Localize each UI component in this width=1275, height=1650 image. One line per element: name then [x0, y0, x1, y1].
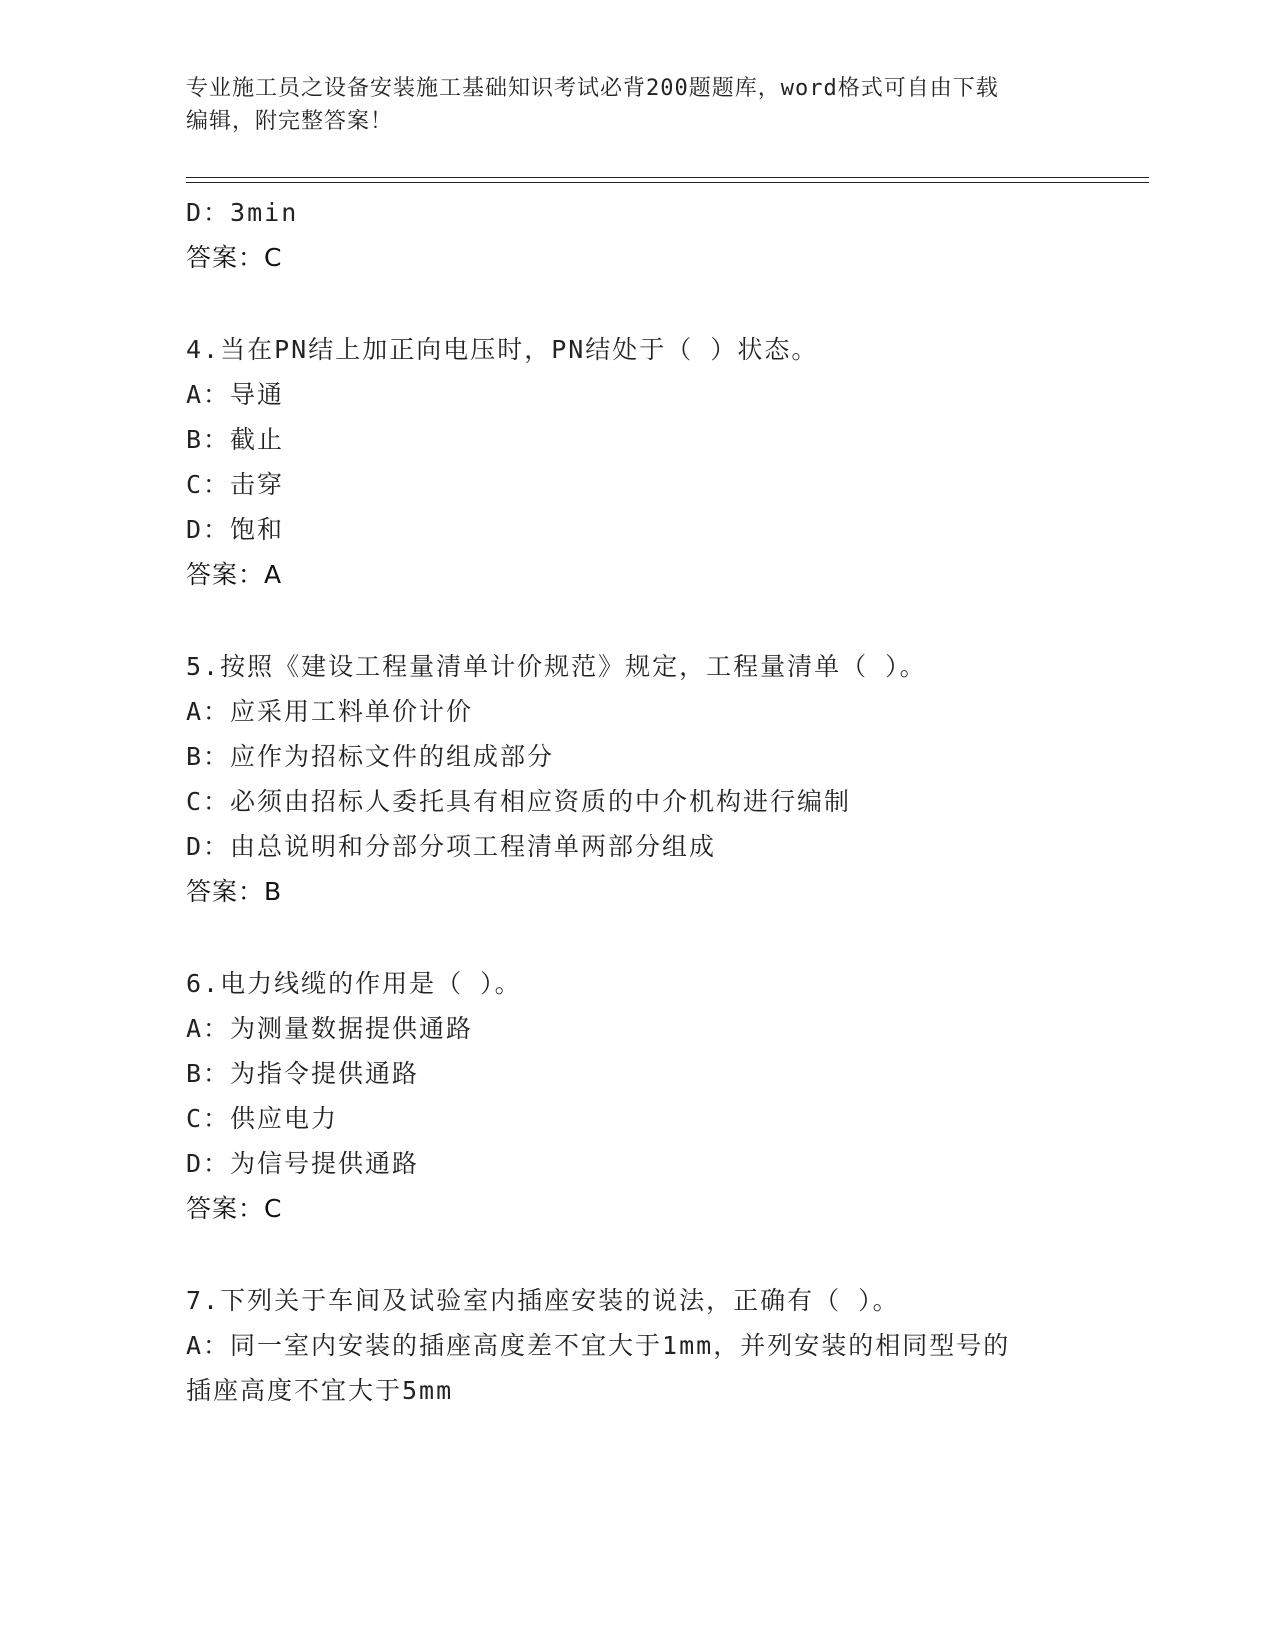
question-text: 5.按照《建设工程量清单计价规范》规定，工程量清单（ ）。: [186, 652, 927, 681]
option-a: A：导通: [186, 380, 285, 409]
document-header: [186, 72, 1066, 138]
question-text: 7.下列关于车间及试验室内插座安装的说法，正确有（ ）。: [186, 1286, 900, 1315]
spacer: [186, 280, 1086, 327]
spacer: [186, 597, 1086, 644]
option-c: C：供应电力: [186, 1104, 339, 1133]
question-6: [186, 961, 1086, 1231]
option-d: D：3min: [186, 198, 299, 227]
answer: 答案：C: [186, 1194, 283, 1223]
question-text: 6.电力线缆的作用是（ ）。: [186, 969, 522, 998]
spacer: [186, 1231, 1086, 1278]
question-4: [186, 327, 1086, 597]
spacer: [186, 914, 1086, 961]
answer: 答案：B: [186, 877, 283, 906]
option-a-line-2: 插座高度不宜大于5mm: [186, 1376, 454, 1405]
header-title-line-2: 编辑，附完整答案！: [186, 109, 394, 134]
option-a: A：应采用工料单价计价: [186, 697, 474, 726]
option-b: B：应作为招标文件的组成部分: [186, 742, 555, 771]
header-rule-bottom: [186, 182, 1149, 183]
option-a: A：为测量数据提供通路: [186, 1014, 474, 1043]
document-body: [186, 190, 1086, 1413]
option-c: C：必须由招标人委托具有相应资质的中介机构进行编制: [186, 787, 852, 816]
option-b: B：为指令提供通路: [186, 1059, 420, 1088]
header-title-line-1: 专业施工员之设备安装施工基础知识考试必背200题题库，word格式可自由下载: [186, 76, 999, 101]
option-d: D：为信号提供通路: [186, 1149, 420, 1178]
question-5: [186, 644, 1086, 914]
header-rule-top: [186, 177, 1149, 178]
answer: 答案：C: [186, 243, 283, 272]
option-c: C：击穿: [186, 470, 285, 499]
option-d: D：饱和: [186, 515, 285, 544]
option-a-line-1: A：同一室内安装的插座高度差不宜大于1mm，并列安装的相同型号的: [186, 1331, 1011, 1360]
question-text: 4.当在PN结上加正向电压时，PN结处于（ ）状态。: [186, 335, 819, 364]
answer: 答案：A: [186, 560, 283, 589]
question-3-tail: [186, 190, 1086, 280]
option-d: D：由总说明和分部分项工程清单两部分组成: [186, 832, 717, 861]
option-b: B：截止: [186, 425, 285, 454]
question-7: [186, 1278, 1086, 1413]
